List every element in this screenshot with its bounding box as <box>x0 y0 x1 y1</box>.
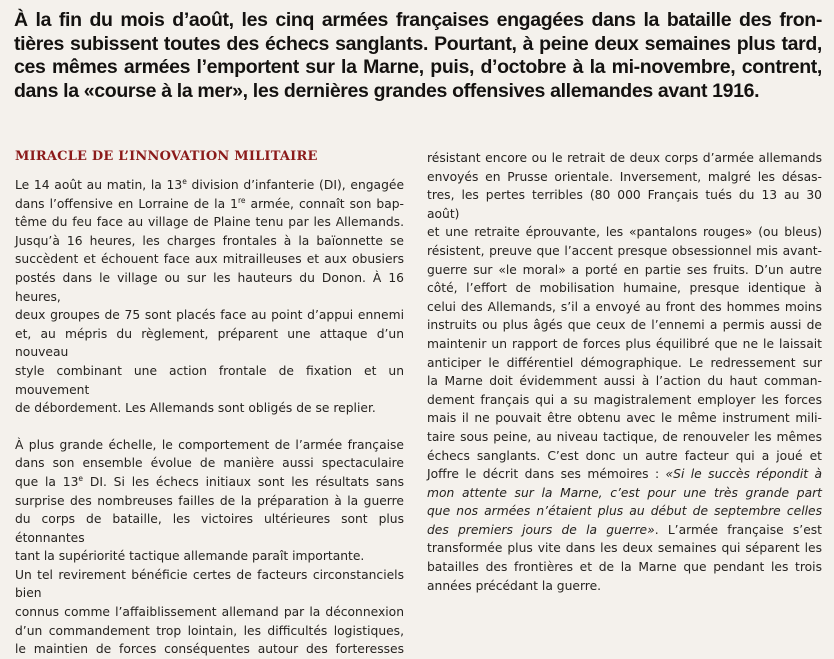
paragraph-2 <box>15 436 404 566</box>
text-line: années précédant la guerre. <box>427 578 602 593</box>
text-line: d’un commandement trop lointain, les difficultés logistiques, <box>15 623 404 638</box>
text-line: anticiper le différentiel démographique. Le redressement sur <box>427 355 822 370</box>
text-line: résistant encore ou le retrait de deux corps d’armée allemands <box>427 151 822 165</box>
text-line: résistent, preuve que l’accent presque obsessionnel mis avant- <box>427 243 822 258</box>
text-line: de débordement. Les Allemands sont obligés de se replier. <box>15 401 376 416</box>
text-line: style combinant une action frontale de fixation et un mouvement <box>15 363 404 397</box>
text-line: batailles des frontières et de la Marne que pendant les trois <box>427 560 822 575</box>
text-line: Le 14 août au matin, la 13e division d’infanterie (DI), engagée <box>15 177 405 192</box>
text-line: mais il ne pouvait être obtenu avec le même instrument mili- <box>427 411 822 426</box>
text-line: succèdent et échouent face aux mitrailleuses et aux obusiers <box>15 252 404 267</box>
text-line: la Marne doit évidemment aussi à l’action du haut comman- <box>427 374 822 389</box>
text-line: transformée plus vite dans les deux semaines qui séparent les <box>427 541 822 556</box>
text-line: surprise des nombreuses failles de la préparation à la guerre <box>15 493 404 508</box>
quote-line: des premiers jours de la guerre». L’armée française s’est <box>427 522 823 537</box>
text-line: maintenir un rapport de forces plus équilibré que ne le laissait <box>427 336 822 351</box>
text-line: Un tel revirement bénéficie certes de facteurs circonstanciels bien <box>15 567 404 601</box>
quote-line: Joffre le décrit dans ses mémoires : «Si le succès répondit à <box>427 467 822 482</box>
text-line: dement français qui a su magistralement employer les forces <box>427 392 822 407</box>
text-line: celui des Allemands, s’il a envoyé au front des hommes moins <box>427 299 822 314</box>
article-lead <box>14 9 822 103</box>
text-line: tant la supériorité tactique allemande paraît importante. <box>15 549 365 564</box>
text-line: postés dans le village ou sur les hauteurs du Donon. À 16 heures, <box>15 270 404 304</box>
text-line: dans son ensemble évolue de manière aussi spectaculaire <box>15 456 404 471</box>
text-line: tres, les pertes terribles (80 000 Français tués du 13 au 30 août) <box>427 188 822 221</box>
quote-line: mon attente sur la Marne, c’est pour une très grande part <box>427 485 822 500</box>
text-line: dans l’offensive en Lorraine de la 1re armée, connaît son bap- <box>15 195 404 211</box>
text-line: et une retraite éprouvante, les «pantalons rouges» (ou bleus) <box>427 225 822 240</box>
paragraph-3 <box>15 566 404 659</box>
section-heading: MIRACLE DE L’INNOVATION MILITAIRE <box>15 149 318 164</box>
text-line: que la 13e DI. Si les échecs initiaux sont les résultats sans <box>15 473 404 489</box>
text-line: taire sous peine, au niveau tactique, de renouveler les mêmes <box>427 429 822 444</box>
text-line: connus comme l’affaiblissement allemand par la déconnexion <box>15 605 404 620</box>
text-line: côté, l’effort de mobilisation humaine, presque identique à <box>427 281 822 296</box>
text-line: À plus grande échelle, le comportement de l’armée française <box>15 437 404 452</box>
paragraph-1 <box>15 176 404 418</box>
text-line: guerre sur «le moral» a porté en partie ses fruits. D’un autre <box>427 262 822 277</box>
text-line: échecs sanglants. C’est donc un autre facteur qui a joué et <box>427 448 822 463</box>
text-line: Jusqu’à 16 heures, les charges frontales à la baïonnette se <box>15 233 404 248</box>
text-line: deux groupes de 75 sont placés face au point d’appui ennemi <box>15 308 404 323</box>
lead-line: tières subissent toutes des échecs sanglants. Pourtant, à peine deux semaines plus tard, <box>14 32 822 55</box>
lead-line: À la fin du mois d’août, les cinq armées françaises engagées dans la bataille des fron- <box>14 9 822 31</box>
text-line: tême du feu face au village de Plaine tenu par les Allemands. <box>15 215 404 230</box>
text-line: instruits ou plus âgés que ceux de l’ennemi a permis aussi de <box>427 318 822 333</box>
text-line: et, au mépris du règlement, préparent une attaque d’un nouveau <box>15 326 404 360</box>
lead-line: dans la «course à la mer», les dernières grandes offensives allemandes avant 1916. <box>14 79 760 102</box>
quote-line: que nos armées n’étaient plus au début de septembre celles <box>427 504 822 519</box>
left-column <box>15 148 404 659</box>
right-column <box>427 149 822 595</box>
lead-line: ces mêmes armées l’emportent sur la Marne, puis, d’octobre à la mi-novembre, contrent, <box>14 56 822 78</box>
text-line: envoyés en Prusse orientale. Inversement, malgré les désas- <box>427 169 822 184</box>
text-line: le maintien de forces conséquentes autour des forteresses <box>15 642 404 657</box>
text-line: du corps de bataille, les victoires ultérieures sont plus étonnantes <box>15 512 404 545</box>
